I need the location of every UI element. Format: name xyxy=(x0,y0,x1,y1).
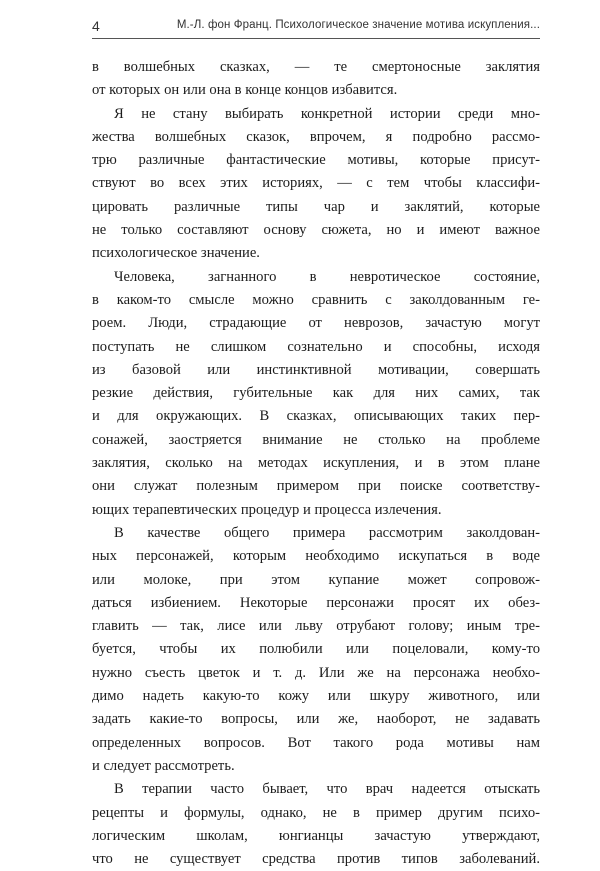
text-line: заклятия, сколько на методах искупления, и в этом плане xyxy=(92,455,540,472)
text-line: Я не стану выбирать конкретной истории среди мно- xyxy=(114,105,540,122)
text-line: в волшебных сказках, — те смертоносные заклятия xyxy=(92,59,540,75)
text-line: ствуют во всех этих историях, — с тем чтобы классифи- xyxy=(92,175,540,192)
text-line: жества волшебных сказок, впрочем, я подробно рассмо- xyxy=(92,128,540,145)
text-line: В качестве общего примера рассмотрим заколдован- xyxy=(114,524,540,541)
body-text xyxy=(92,56,540,871)
text-line: или молоке, при этом купание может сопровож- xyxy=(92,571,540,588)
text-line: главить — так, лисе или льву отрубают голову; иным тре- xyxy=(92,618,540,635)
page-number: 4 xyxy=(92,18,100,34)
text-line: поступать не слишком сознательно и способны, исходя xyxy=(92,338,540,355)
text-line: и для окружающих. В сказках, описывающих таких пер- xyxy=(92,408,540,425)
text-line: определенных вопросов. Вот такого рода мотивы нам xyxy=(92,734,540,751)
running-title: М.-Л. фон Франц. Психологическое значение мотива искупления... xyxy=(176,19,540,31)
text-line: не только составляют основу сюжета, но и имеют важное xyxy=(92,222,540,239)
text-line: в каком-то смысле можно сравнить с заколдованным ге- xyxy=(92,291,540,308)
text-line: трю различные фантастические мотивы, которые присут- xyxy=(92,152,540,169)
text-line: нужно съесть цветок и т. д. Или же на персонажа необхо- xyxy=(92,664,540,681)
text-line: буется, чтобы их полюбили или поцеловали, кому-то xyxy=(92,641,540,658)
paragraph-4 xyxy=(92,522,540,778)
text-line: даться избиением. Некоторые персонажи просят их обез- xyxy=(92,594,540,611)
text-line: из базовой или инстинктивной мотивации, совершать xyxy=(92,361,540,378)
text-line: сонажей, заостряется внимание не столько на проблеме xyxy=(92,431,540,448)
paragraph-2 xyxy=(92,103,540,266)
text-line: логическим школам, юнгианцы зачастую утверждают, xyxy=(92,827,540,844)
text-line: роем. Люди, страдающие от неврозов, зачастую могут xyxy=(92,315,540,332)
text-line: что не существует средства против типов заболеваний. xyxy=(92,851,540,868)
text-line: резкие действия, губительные как для них самих, так xyxy=(92,385,540,402)
text-line: димо надеть какую-то кожу или шкуру животного, или xyxy=(92,688,540,705)
text-line: ющих терапевтических процедур и процесса излечения. xyxy=(92,501,442,518)
text-line: они служат полезным примером при поиске соответству- xyxy=(92,478,540,495)
page-header xyxy=(92,14,540,39)
text-line: психологическое значение. xyxy=(92,245,260,262)
text-line: и следует рассмотреть. xyxy=(92,757,235,774)
text-line: от которых он или она в конце концов избавится. xyxy=(92,82,398,99)
text-line: В терапии часто бывает, что врач надеется отыскать xyxy=(114,781,540,798)
paragraph-5 xyxy=(92,778,540,871)
text-line: задать какие-то вопросы, или же, наоборот, не задавать xyxy=(92,711,540,728)
paragraph-1 xyxy=(92,56,540,103)
text-line: рецепты и формулы, однако, не в пример другим психо- xyxy=(92,804,540,821)
text-line: Человека, загнанного в невротическое состояние, xyxy=(114,268,540,285)
text-line: ных персонажей, которым необходимо искупаться в воде xyxy=(92,548,540,565)
paragraph-3 xyxy=(92,266,540,522)
text-line: цировать различные типы чар и заклятий, которые xyxy=(92,198,540,215)
